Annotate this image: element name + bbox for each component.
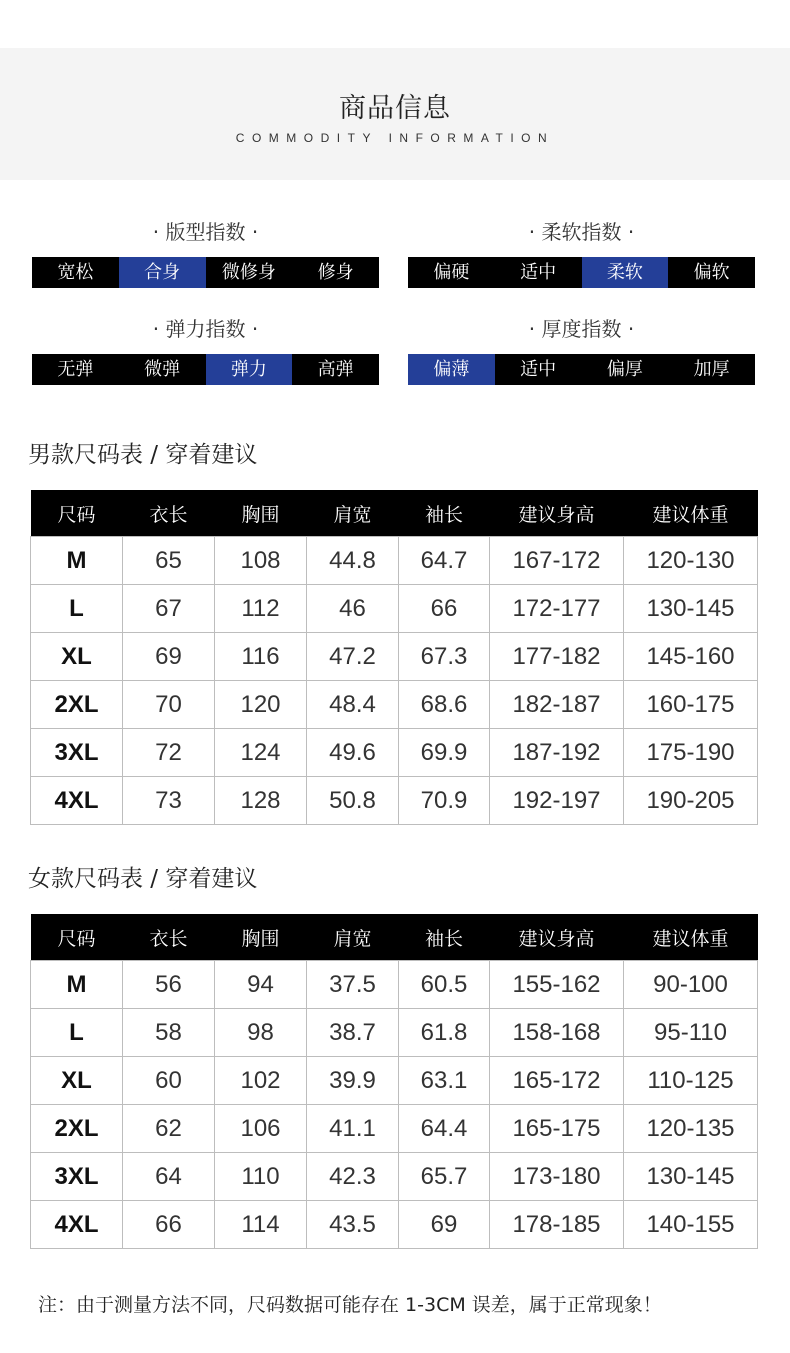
table-cell: 120 — [215, 681, 307, 729]
table-cell: 73 — [123, 777, 215, 825]
size-cell: 3XL — [31, 1153, 123, 1201]
header-cell: 胸围 — [215, 490, 307, 537]
page-title: 商品信息 — [339, 93, 451, 124]
index-title: · 版型指数 · — [152, 220, 259, 244]
table-cell: 190-205 — [624, 777, 758, 825]
table-cell: 69 — [399, 1201, 490, 1249]
index-option-active: 柔软 — [582, 257, 669, 288]
index-option: 高弹 — [317, 359, 354, 380]
table-cell: 120-130 — [624, 537, 758, 585]
table-cell: 66 — [399, 585, 490, 633]
table-cell: 140-155 — [624, 1201, 758, 1249]
table-cell: 177-182 — [490, 633, 624, 681]
table-cell: 63.1 — [399, 1057, 490, 1105]
table-cell: 48.4 — [307, 681, 399, 729]
table-cell: 167-172 — [490, 537, 624, 585]
table-cell: 50.8 — [307, 777, 399, 825]
table-cell: 175-190 — [624, 729, 758, 777]
table-cell: 182-187 — [490, 681, 624, 729]
header-cell: 衣长 — [123, 914, 215, 961]
table-cell: 130-145 — [624, 585, 758, 633]
thickness-index — [408, 314, 755, 385]
table-header-row — [31, 490, 758, 537]
table-cell: 145-160 — [624, 633, 758, 681]
table-cell: 39.9 — [307, 1057, 399, 1105]
table-cell: 155-162 — [490, 961, 624, 1009]
index-title: · 柔软指数 · — [528, 220, 635, 244]
header-cell: 袖长 — [399, 490, 490, 537]
table-cell: 67 — [123, 585, 215, 633]
women-size-title: 女款尺码表 / 穿着建议 — [28, 866, 258, 892]
table-cell: 110-125 — [624, 1057, 758, 1105]
table-cell: 70 — [123, 681, 215, 729]
table-cell: 108 — [215, 537, 307, 585]
table-row — [31, 633, 758, 681]
table-cell: 94 — [215, 961, 307, 1009]
table-cell: 178-185 — [490, 1201, 624, 1249]
header-cell: 建议体重 — [624, 914, 758, 961]
table-cell: 187-192 — [490, 729, 624, 777]
index-option: 宽松 — [57, 262, 94, 283]
men-size-table — [30, 490, 758, 825]
header-cell: 袖长 — [399, 914, 490, 961]
table-cell: 61.8 — [399, 1009, 490, 1057]
table-cell: 124 — [215, 729, 307, 777]
table-cell: 165-172 — [490, 1057, 624, 1105]
index-bar — [408, 354, 755, 385]
commodity-info-header — [0, 48, 790, 180]
table-cell: 37.5 — [307, 961, 399, 1009]
size-cell: 3XL — [31, 729, 123, 777]
table-row — [31, 681, 758, 729]
table-cell: 128 — [215, 777, 307, 825]
header-cell: 肩宽 — [307, 490, 399, 537]
table-cell: 60 — [123, 1057, 215, 1105]
header-cell: 尺码 — [31, 490, 123, 537]
table-cell: 47.2 — [307, 633, 399, 681]
table-cell: 58 — [123, 1009, 215, 1057]
table-cell: 49.6 — [307, 729, 399, 777]
table-row — [31, 1153, 758, 1201]
table-row — [31, 1009, 758, 1057]
table-cell: 70.9 — [399, 777, 490, 825]
size-cell: 4XL — [31, 1201, 123, 1249]
elasticity-index — [32, 314, 379, 385]
index-title: · 厚度指数 · — [528, 317, 635, 341]
table-cell: 67.3 — [399, 633, 490, 681]
table-row — [31, 1201, 758, 1249]
measurement-note: 注：由于测量方法不同，尺码数据可能存在 1-3CM 误差，属于正常现象！ — [38, 1294, 662, 1316]
header-cell: 胸围 — [215, 914, 307, 961]
size-cell: L — [31, 1009, 123, 1057]
table-cell: 173-180 — [490, 1153, 624, 1201]
table-cell: 56 — [123, 961, 215, 1009]
table-cell: 116 — [215, 633, 307, 681]
table-cell: 44.8 — [307, 537, 399, 585]
header-cell: 肩宽 — [307, 914, 399, 961]
header-cell: 建议体重 — [624, 490, 758, 537]
table-cell: 69.9 — [399, 729, 490, 777]
header-cell: 尺码 — [31, 914, 123, 961]
table-cell: 66 — [123, 1201, 215, 1249]
index-option: 微弹 — [144, 359, 181, 380]
size-cell: M — [31, 961, 123, 1009]
table-cell: 68.6 — [399, 681, 490, 729]
table-cell: 172-177 — [490, 585, 624, 633]
men-size-title: 男款尺码表 / 穿着建议 — [28, 442, 258, 468]
table-row — [31, 729, 758, 777]
index-option: 修身 — [317, 262, 354, 283]
page-subtitle: COMMODITY INFORMATION — [235, 131, 555, 145]
header-cell: 建议身高 — [490, 914, 624, 961]
size-cell: L — [31, 585, 123, 633]
index-option: 无弹 — [57, 359, 94, 380]
size-cell: M — [31, 537, 123, 585]
table-cell: 98 — [215, 1009, 307, 1057]
table-cell: 64 — [123, 1153, 215, 1201]
header-cell: 衣长 — [123, 490, 215, 537]
table-cell: 65 — [123, 537, 215, 585]
table-cell: 114 — [215, 1201, 307, 1249]
table-header-row — [31, 914, 758, 961]
index-option: 适中 — [520, 262, 557, 283]
index-option: 微修身 — [221, 262, 276, 283]
table-cell: 90-100 — [624, 961, 758, 1009]
table-cell: 112 — [215, 585, 307, 633]
index-option: 加厚 — [693, 359, 730, 380]
table-cell: 160-175 — [624, 681, 758, 729]
table-cell: 62 — [123, 1105, 215, 1153]
table-cell: 72 — [123, 729, 215, 777]
table-cell: 43.5 — [307, 1201, 399, 1249]
header-cell: 建议身高 — [490, 490, 624, 537]
table-cell: 95-110 — [624, 1009, 758, 1057]
table-cell: 64.7 — [399, 537, 490, 585]
index-option: 偏软 — [693, 262, 730, 283]
index-title: · 弹力指数 · — [152, 317, 259, 341]
size-cell: XL — [31, 633, 123, 681]
index-option-active: 偏薄 — [408, 354, 495, 385]
size-cell: 2XL — [31, 681, 123, 729]
index-bar — [32, 257, 379, 288]
fit-index — [32, 217, 379, 288]
table-cell: 64.4 — [399, 1105, 490, 1153]
table-cell: 120-135 — [624, 1105, 758, 1153]
index-option-active: 弹力 — [206, 354, 293, 385]
index-option: 偏厚 — [606, 359, 643, 380]
size-cell: XL — [31, 1057, 123, 1105]
index-bar — [32, 354, 379, 385]
table-cell: 46 — [307, 585, 399, 633]
size-cell: 4XL — [31, 777, 123, 825]
table-row — [31, 777, 758, 825]
table-row — [31, 1105, 758, 1153]
table-cell: 110 — [215, 1153, 307, 1201]
table-cell: 158-168 — [490, 1009, 624, 1057]
table-cell: 38.7 — [307, 1009, 399, 1057]
table-row — [31, 1057, 758, 1105]
women-size-table — [30, 914, 758, 1249]
table-row — [31, 961, 758, 1009]
softness-index — [408, 217, 755, 288]
index-option: 偏硬 — [433, 262, 470, 283]
index-option-active: 合身 — [119, 257, 206, 288]
table-cell: 165-175 — [490, 1105, 624, 1153]
table-cell: 102 — [215, 1057, 307, 1105]
table-cell: 106 — [215, 1105, 307, 1153]
table-cell: 41.1 — [307, 1105, 399, 1153]
table-cell: 42.3 — [307, 1153, 399, 1201]
table-row — [31, 537, 758, 585]
index-bar — [408, 257, 755, 288]
index-option: 适中 — [520, 359, 557, 380]
table-cell: 60.5 — [399, 961, 490, 1009]
table-cell: 69 — [123, 633, 215, 681]
table-cell: 192-197 — [490, 777, 624, 825]
table-row — [31, 585, 758, 633]
table-cell: 130-145 — [624, 1153, 758, 1201]
size-cell: 2XL — [31, 1105, 123, 1153]
table-cell: 65.7 — [399, 1153, 490, 1201]
